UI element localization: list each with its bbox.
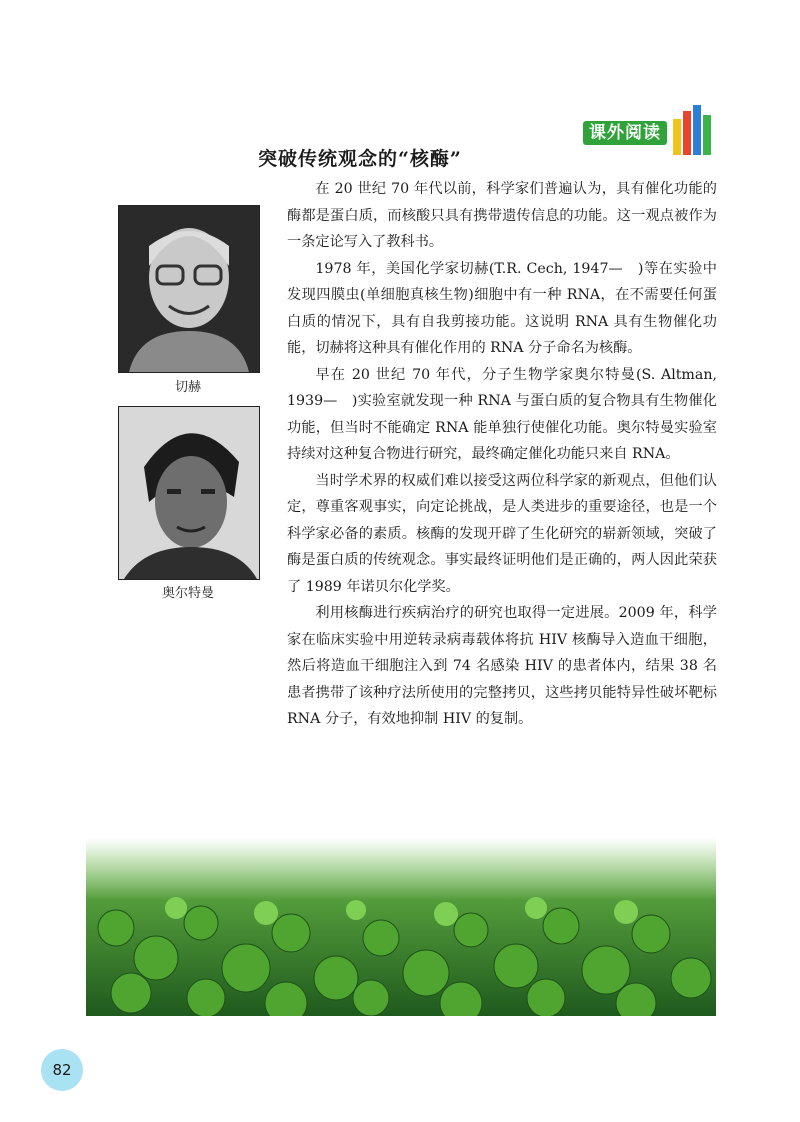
paragraph: 在 20 世纪 70 年代以前，科学家们普遍认为，具有催化功能的酶都是蛋白质，而核酸只具有携带遗传信息的功能。这一观点被作为一条定论写入了教科书。 [287,181,717,250]
paragraph: 早在 20 世纪 70 年代，分子生物学家奥尔特曼(S. Altman, 1939— )实验室就发现一种 RNA 与蛋白质的复合物具有生物催化功能，但当时不能确定 RNA 能单独行使催化功能。奥尔特曼实验室持续对这种复合物进行研究，最终确定催化功能只来自 RNA。 [287,366,717,462]
page-number: 82 [41,1049,83,1091]
article-body [287,176,717,733]
portrait-altman [118,406,260,580]
paragraph: 利用核酶进行疾病治疗的研究也取得一定进展。2009 年，科学家在临床实验中用逆转录病毒载体将抗 HIV 核酶导入造血干细胞，然后将造血干细胞注入到 74 名感染 HIV 的患者体内，结果 38 名患者携带了该种疗法所使用的完整拷贝，这些拷贝能特异性破坏靶标 RNA 分子，有效地抑制 HIV 的复制。 [287,605,717,727]
badge-label: 课外阅读 [583,121,667,145]
paragraph: 1978 年，美国化学家切赫(T.R. Cech, 1947— )等在实验中发现四膜虫(单细胞真核生物)细胞中有一种 RNA，在不需要任何蛋白质的情况下，具有自我剪接功能。这说明 RNA 具有生物催化功能，切赫将这种具有催化作用的 RNA 分子命名为核酶。 [287,260,717,356]
caption-cech: 切赫 [174,380,201,395]
paragraph: 当时学术界的权威们难以接受这两位科学家的新观点，但他们认定，尊重客观事实，向定论挑战，是人类进步的重要途径，也是一个科学家必备的素质。核酶的发现开辟了生化研究的崭新领域，突破了酶是蛋白质的传统观念。事实最终证明他们是正确的，两人因此荣获了 1989 年诺贝尔化学奖。 [287,472,717,595]
clover-banner-image [86,838,716,1016]
article-title: 突破传统观念的“核酶” [258,148,462,170]
caption-altman: 奥尔特曼 [161,586,214,601]
portrait-cech [118,205,260,373]
books-icon [671,103,715,157]
section-badge [583,103,723,159]
